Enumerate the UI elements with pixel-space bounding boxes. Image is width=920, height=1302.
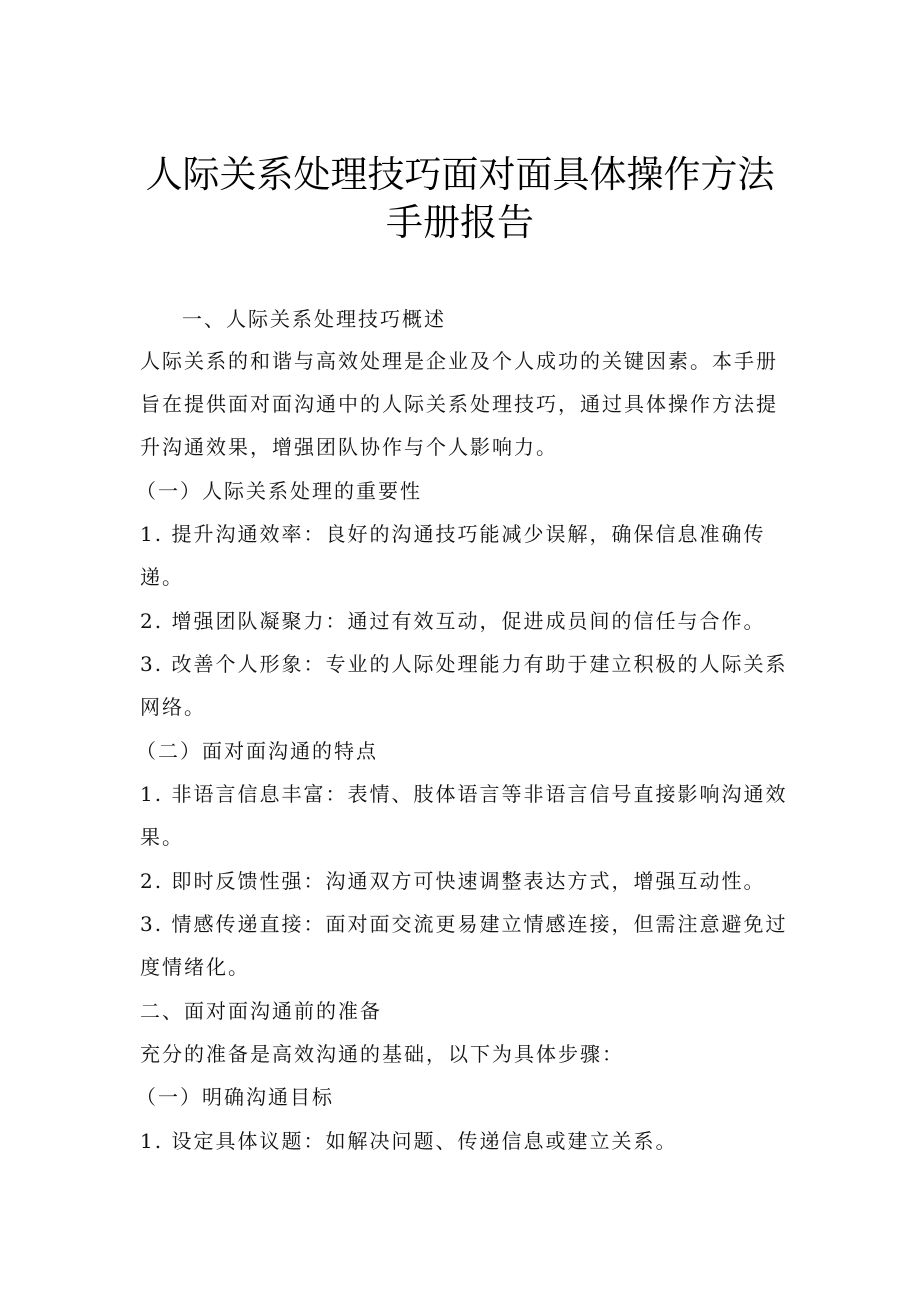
paragraph-line: 升沟通效果，增强团队协作与个人影响力。 xyxy=(140,435,558,459)
list-item: 3. 改善个人形象：专业的人际处理能力有助于建立积极的人际关系 xyxy=(140,652,788,676)
list-item: 3. 情感传递直接：面对面交流更易建立情感连接，但需注意避免过 xyxy=(140,912,788,936)
list-item: 1. 提升沟通效率：良好的沟通技巧能减少误解，确保信息准确传 xyxy=(140,522,766,546)
subsection-heading: （二）面对面沟通的特点 xyxy=(136,739,378,763)
list-item-continuation: 度情绪化。 xyxy=(140,955,250,979)
subsection-heading: （一）明确沟通目标 xyxy=(136,1085,334,1109)
section-heading-2: 二、面对面沟通前的准备 xyxy=(140,999,382,1023)
paragraph-line: 充分的准备是高效沟通的基础，以下为具体步骤： xyxy=(140,1042,624,1066)
list-item-continuation: 果。 xyxy=(140,825,184,849)
list-item-continuation: 网络。 xyxy=(140,695,206,719)
subsection-heading: （一）人际关系处理的重要性 xyxy=(136,479,422,503)
list-item: 2. 即时反馈性强：沟通双方可快速调整表达方式，增强互动性。 xyxy=(140,869,766,893)
document-title-line-2: 手册报告 xyxy=(386,201,534,244)
list-item: 1. 设定具体议题：如解决问题、传递信息或建立关系。 xyxy=(140,1129,678,1153)
document-title-line-1: 人际关系处理技巧面对面具体操作方法 xyxy=(145,153,775,196)
paragraph-line: 人际关系的和谐与高效处理是企业及个人成功的关键因素。本手册 xyxy=(140,349,778,373)
list-item-continuation: 递。 xyxy=(140,565,184,589)
paragraph-line: 旨在提供面对面沟通中的人际关系处理技巧，通过具体操作方法提 xyxy=(140,392,778,416)
section-heading-1: 一、人际关系处理技巧概述 xyxy=(182,307,446,331)
list-item: 2. 增强团队凝聚力：通过有效互动，促进成员间的信任与合作。 xyxy=(140,609,766,633)
list-item: 1. 非语言信息丰富：表情、肢体语言等非语言信号直接影响沟通效 xyxy=(140,782,788,806)
